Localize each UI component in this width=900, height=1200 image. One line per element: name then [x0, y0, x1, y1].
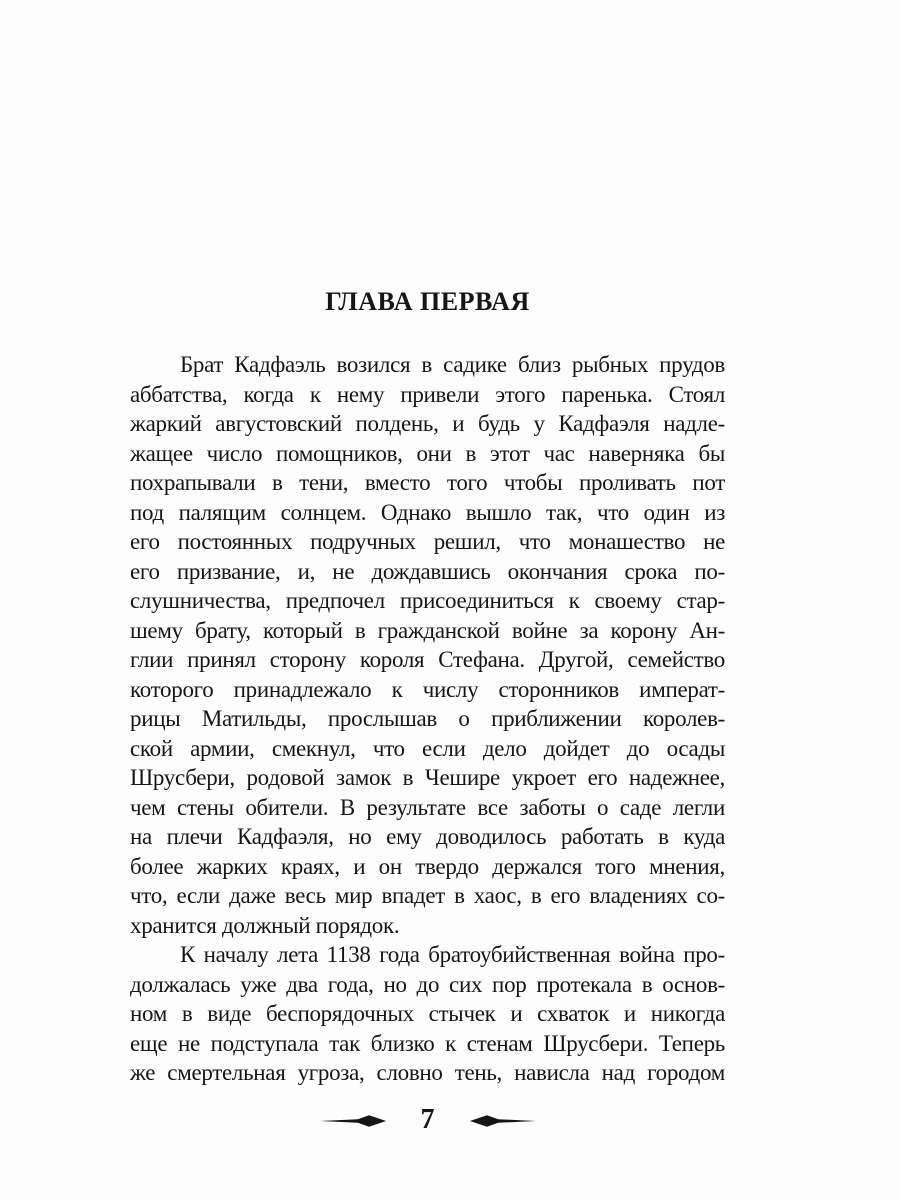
- text-line: Шрусбери, родовой замок в Чешире укроет его надежнее,: [130, 765, 725, 790]
- text-line: слушничества, предпочел присоединиться к своему стар-: [130, 588, 725, 613]
- page-ornament-left-icon: [320, 1114, 388, 1128]
- text-line: на плечи Кадфаэля, но ему доводилось работать в куда: [130, 824, 725, 849]
- paragraph-1: [130, 350, 725, 940]
- text-line: чем стены обители. В результате все заботы о саде легли: [130, 794, 725, 820]
- text-line: его постоянных подручных решил, что монашество не: [130, 529, 725, 554]
- text-line: рицы Матильды, прослышав о приближении королев-: [130, 706, 725, 731]
- page-footer: [130, 1106, 725, 1136]
- text-line: хранится должный порядок.: [130, 912, 400, 938]
- text-line: жащее число помощников, они в этот час наверняка бы: [130, 440, 725, 466]
- text-line: что, если даже весь мир впадет в хаос, в его владениях со-: [130, 883, 725, 908]
- text-line: шему брату, который в гражданской войне за корону Ан-: [130, 617, 725, 643]
- text-line: более жарких краях, и он твердо держался того мнения,: [130, 853, 725, 879]
- text-line: ном в виде беспорядочных стычек и схваток и никогда: [130, 1001, 725, 1026]
- page-number: 7: [420, 1104, 435, 1135]
- text-line: должалась уже два года, но до сих пор протекала в основ-: [130, 971, 725, 997]
- text-line: аббатства, когда к нему привели этого паренька. Стоял: [130, 381, 725, 407]
- body-text: [130, 350, 725, 1088]
- text-line: его призвание, и, не дождавшись окончания срока по-: [130, 558, 725, 584]
- text-line: же смертельная угроза, словно тень, нависла над городом: [130, 1060, 725, 1085]
- text-line: Брат Кадфаэль возился в садике близ рыбных прудов: [180, 352, 725, 377]
- text-line: жаркий августовский полдень, и будь у Кадфаэля надле-: [130, 411, 725, 436]
- paragraph-2: [130, 940, 725, 1088]
- chapter-title: ГЛАВА ПЕРВАЯ: [325, 287, 530, 316]
- text-line: похрапывали в тени, вместо того чтобы проливать пот: [130, 470, 725, 495]
- text-line: глии принял сторону короля Стефана. Другой, семейство: [130, 647, 725, 672]
- text-line: еще не подступала так близко к стенам Шрусбери. Теперь: [130, 1030, 725, 1056]
- text-line: под палящим солнцем. Однако вышло так, что один из: [130, 499, 725, 525]
- page-ornament-right-icon: [468, 1114, 536, 1128]
- text-line: ской армии, смекнул, что если дело дойдет до осады: [130, 735, 725, 761]
- text-line: которого принадлежало к числу сторонников императ-: [130, 676, 725, 702]
- text-line: К началу лета 1138 года братоубийственная война про-: [180, 942, 725, 967]
